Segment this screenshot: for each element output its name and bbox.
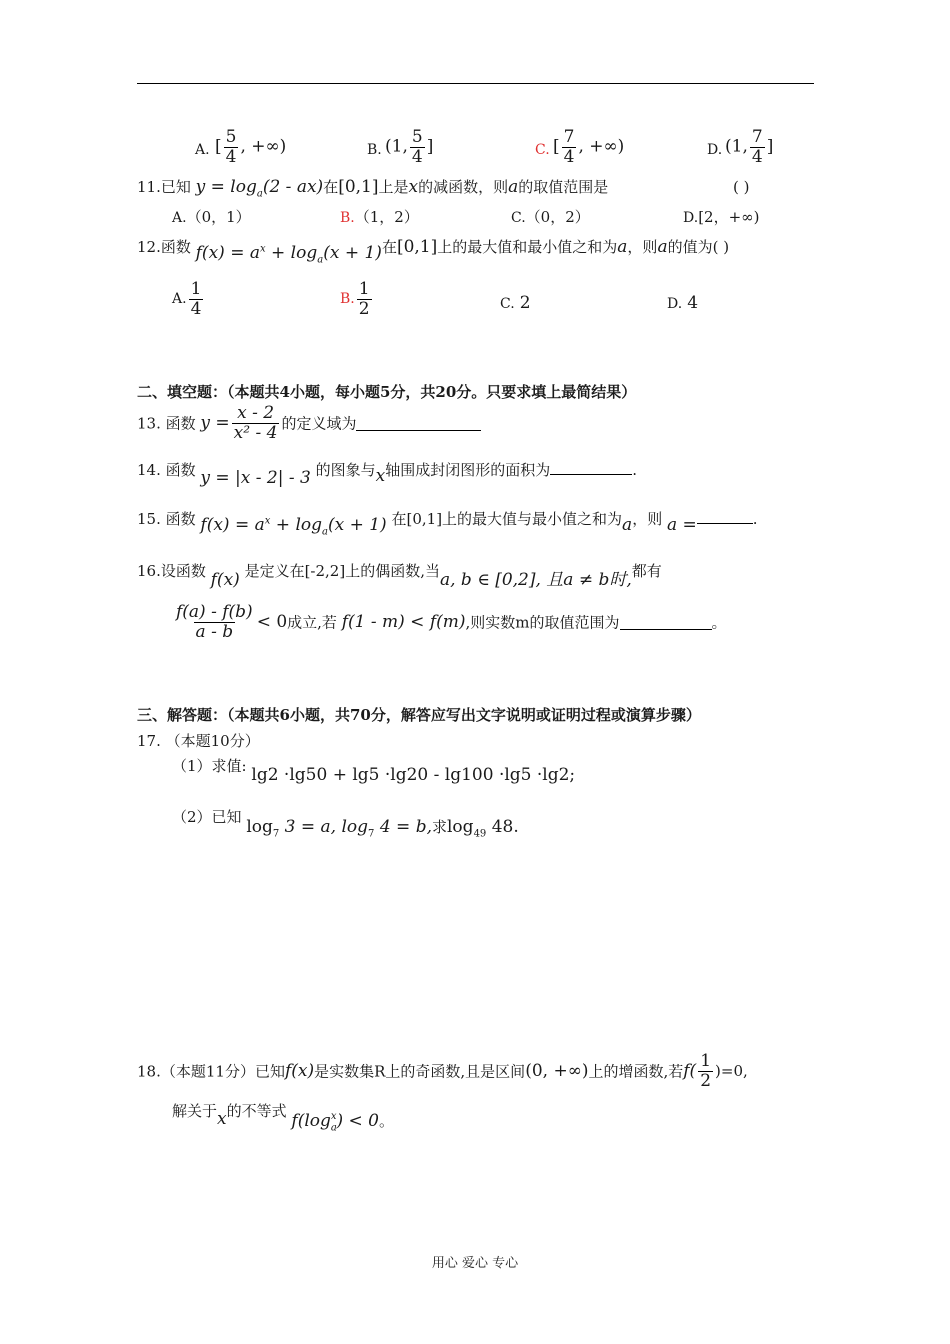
q13-answer-blank[interactable] [356, 416, 481, 431]
q10-c-label: C. [535, 142, 550, 158]
q11-option-a: A.（0，1） [172, 208, 251, 226]
q11-answer-paren: ( ) [733, 178, 750, 196]
q12-option-c: C. 2 [500, 293, 531, 313]
q12-stem: 12.函数 $f(x) = a^x + \log_a(x + 1)$在[0,1]上的最大值和最小值之和为a，则a的值为( ) [137, 237, 730, 266]
q14: 14. 函数 y = |x - 2| - 3 的图象与x轴围成封闭图形的面积为 . [137, 461, 638, 488]
q11-option-d: D.[2，+∞) [683, 208, 760, 226]
q11-formula: $y = \log_a(2 - ax)$ [195, 177, 324, 200]
q10-a-formula: [ $\frac{5}{4}$ , +∞) [215, 127, 287, 167]
q12-option-a: A. $\frac{1}{4}$ [172, 279, 202, 319]
q17-part2: （2）已知 $\log_7 3 = a$, $\log_7 4 = b$,求$\log_{49} 48$. [172, 808, 519, 840]
q10-c-formula: [ $\frac{7}{4}$ , +∞) [553, 127, 625, 167]
q10-b-formula: (1, $\frac{5}{4}$ ] [385, 127, 434, 167]
q11-stem: 11.已知 $y = \log_a(2 - ax)$在[0,1]上是x的减函数，则a的取值范围是 [137, 177, 609, 200]
q15: 15. 函数 $f(x) = a^x + \log_a(x + 1)$ 在[0,1]上的最大值与最小值之和为a，则 a = . [137, 510, 758, 538]
q12-option-d: D. 4 [667, 293, 699, 313]
page-footer: 用心 爱心 专心 [431, 1256, 519, 1271]
q15-answer-blank[interactable] [697, 509, 753, 524]
q17-part1: （1）求值: lg2 ·lg50 + lg5 ·lg20 - lg100 ·lg5 ·lg2; [172, 757, 576, 785]
q12-option-b: B. $\frac{1}{2}$ [340, 279, 370, 319]
q18-line1: 18.（本题11分）已知f(x)是实数集R上的奇函数,且是区间(0, +∞)上的增函数,若f( $\frac{1}{2}$ )=0, [137, 1051, 748, 1091]
q10-d-formula: (1, $\frac{7}{4}$ ] [725, 127, 774, 167]
q11-option-b: B.（1，2） [340, 208, 419, 226]
q10-a-label: A. [195, 142, 210, 158]
q16-line1: 16.设函数 f(x) 是定义在[-2,2]上的偶函数,当a, b ∈ [0,2], 且a ≠ b时,都有 [137, 562, 662, 590]
q18-line2: 解关于x的不等式 $f(\log_a^x) < 0$。 [172, 1102, 395, 1134]
q10-b-label: B. [367, 142, 382, 158]
q10-options [195, 128, 795, 170]
section-2-title: 二、填空题：（本题共4小题，每小题5分，共20分。只要求填上最简结果） [137, 383, 637, 401]
q12-formula: $f(x) = a^x + \log_a(x + 1)$ [195, 243, 382, 266]
q17-head: 17. （本题10分） [137, 732, 260, 750]
q15-formula: $f(x) = a^x + \log_a(x + 1)$ [200, 515, 387, 538]
q13: 13. 函数 y = $\frac{x - 2}{\text{x² - 4}}$ 的定义域为 [137, 404, 481, 442]
q16-line2: $\frac{f(a) - f(b)}{a - b}$ < 0成立,若 f(1 - m) < f(m),则实数m的取值范围为 。 [176, 602, 727, 642]
q14-answer-blank[interactable] [550, 460, 632, 475]
q10-d-label: D. [707, 142, 723, 158]
q18-inequality: $f(\log_a^x) < 0$ [291, 1111, 379, 1134]
section-3-title: 三、解答题：（本题共6小题，共70分，解答应写出文字说明或证明过程或演算步骤） [137, 706, 701, 724]
q11-option-c: C.（0，2） [511, 208, 590, 226]
q17-part2-formula: $\log_7 3 = a$, $\log_7 4 = b$, [246, 817, 432, 840]
q16-answer-blank[interactable] [620, 615, 712, 630]
header-rule [137, 83, 814, 84]
